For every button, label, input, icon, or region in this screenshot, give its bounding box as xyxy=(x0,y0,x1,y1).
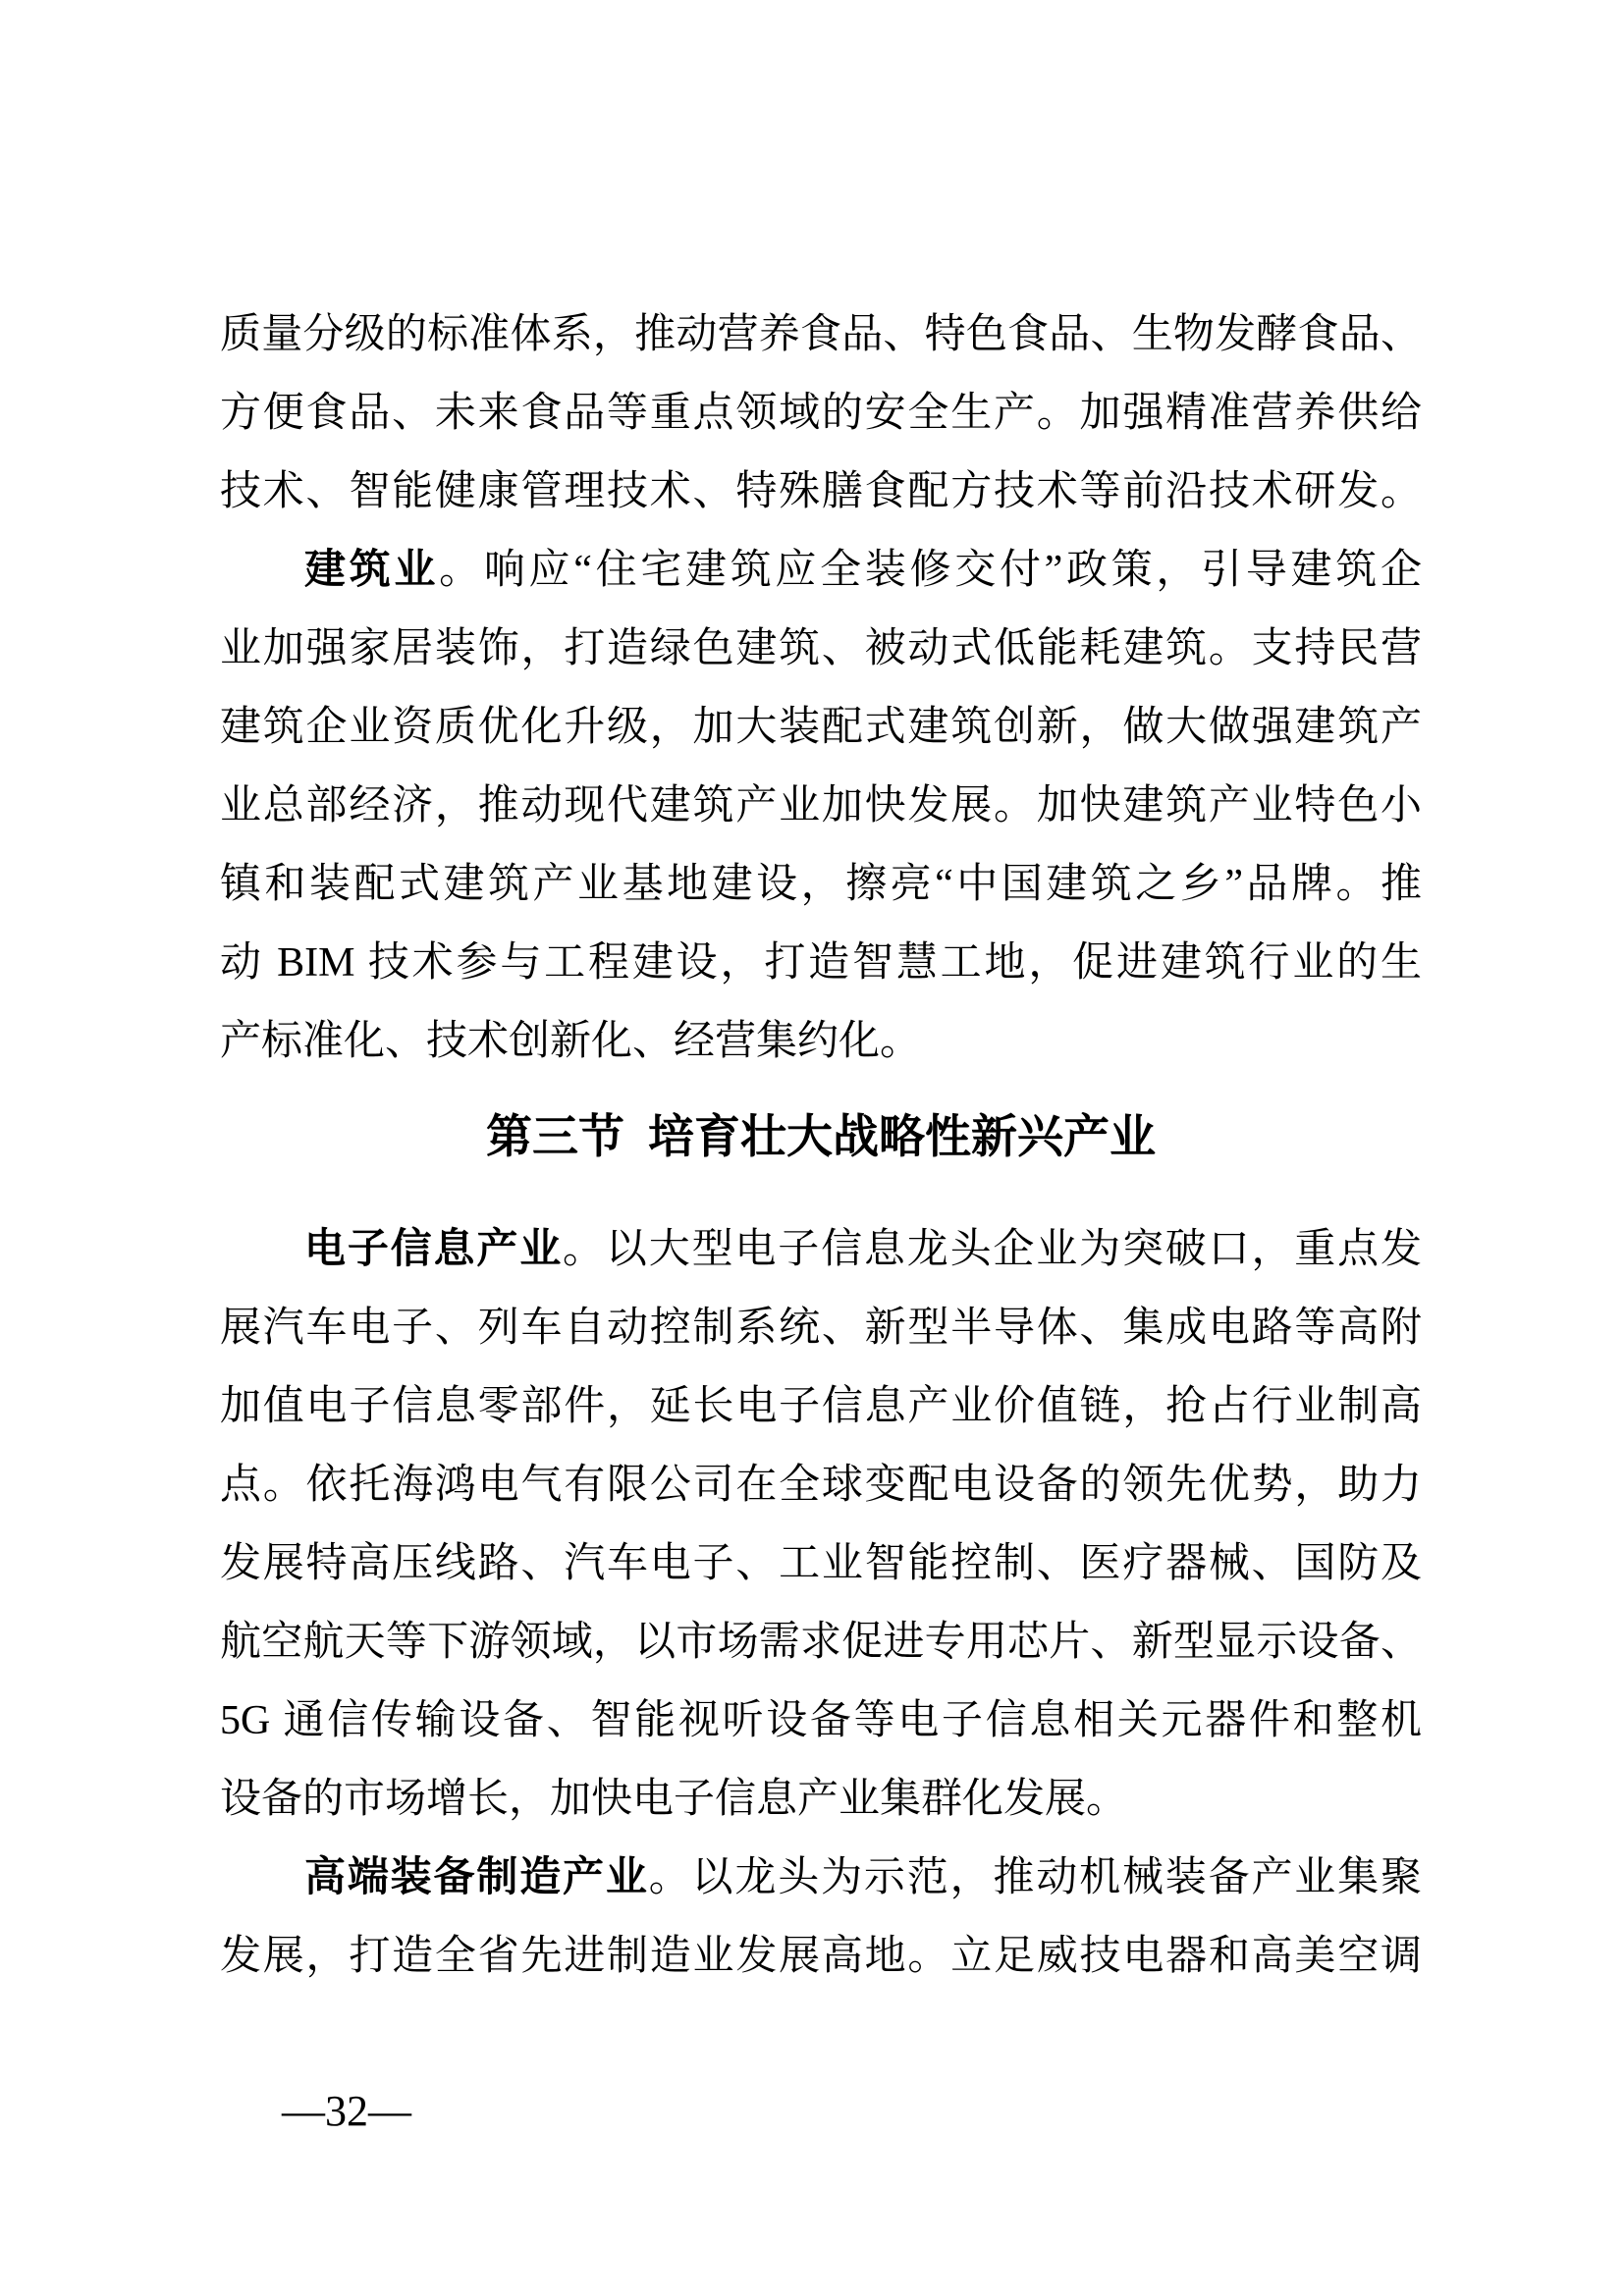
document-body xyxy=(220,294,1422,1995)
paragraph-line xyxy=(220,373,1422,452)
line-text: 加值电子信息零部件，延长电子信息产业价值链，抢占行业制高 xyxy=(220,1384,1422,1429)
line-text: 产标准化、技术创新化、经营集约化。 xyxy=(220,1019,922,1064)
paragraph-line xyxy=(220,1288,1422,1366)
section-heading xyxy=(220,1097,1422,1176)
paragraph-line xyxy=(220,1001,1422,1080)
paragraph-line xyxy=(220,1838,1422,1916)
line-text: 建筑企业资质优化升级，加大装配式建筑创新，做大做强建筑产 xyxy=(220,705,1422,750)
line-text: 业总部经济，推动现代建筑产业加快发展。加快建筑产业特色小 xyxy=(220,783,1422,828)
paragraph-line xyxy=(220,1602,1422,1681)
line-text: 。以龙头为示范，推动机械装备产业集聚 xyxy=(648,1855,1422,1900)
line-text: 业加强家居装饰，打造绿色建筑、被动式低能耗建筑。支持民营 xyxy=(220,626,1422,671)
line-text: 镇和装配式建筑产业基地建设，擦亮“中国建筑之乡”品牌。推 xyxy=(220,862,1422,907)
line-text: 点。依托海鸿电气有限公司在全球变配电设备的领先优势，助力 xyxy=(220,1463,1422,1508)
paragraph-line xyxy=(220,923,1422,1001)
paragraph-lead: 建筑业 xyxy=(304,546,440,592)
paragraph-line xyxy=(220,1366,1422,1445)
line-text: 。响应“住宅建筑应全装修交付”政策，引导建筑企 xyxy=(439,548,1422,593)
paragraph-line xyxy=(220,1759,1422,1838)
section-heading-number: 第三节 xyxy=(486,1110,624,1162)
line-text: 动 BIM 技术参与工程建设，打造智慧工地，促进建筑行业的生 xyxy=(220,940,1422,986)
line-text: 5G 通信传输设备、智能视听设备等电子信息相关元器件和整机 xyxy=(220,1698,1422,1743)
paragraph-line xyxy=(220,530,1422,609)
line-text: 发展，打造全省先进制造业发展高地。立足威技电器和高美空调 xyxy=(220,1934,1422,1979)
paragraph-line xyxy=(220,1209,1422,1288)
paragraph-line xyxy=(220,452,1422,530)
paragraph-lead: 电子信息产业 xyxy=(304,1225,564,1271)
line-text: 设备的市场增长，加快电子信息产业集群化发展。 xyxy=(220,1777,1128,1822)
line-text: 方便食品、未来食品等重点领域的安全生产。加强精准营养供给 xyxy=(220,391,1422,436)
line-text: 展汽车电子、列车自动控制系统、新型半导体、集成电路等高附 xyxy=(220,1306,1422,1351)
paragraph-line xyxy=(220,1445,1422,1523)
paragraph-line xyxy=(220,844,1422,923)
paragraph-line xyxy=(220,1916,1422,1995)
paragraph-line xyxy=(220,687,1422,766)
line-text: 航空航天等下游领域，以市场需求促进专用芯片、新型显示设备、 xyxy=(220,1620,1422,1665)
line-text: 技术、智能健康管理技术、特殊膳食配方技术等前沿技术研发。 xyxy=(220,469,1422,514)
paragraph-line xyxy=(220,1681,1422,1759)
page-number: —32— xyxy=(282,2087,411,2135)
line-text: 质量分级的标准体系，推动营养食品、特色食品、生物发酵食品、 xyxy=(220,312,1422,357)
line-text: 发展特高压线路、汽车电子、工业智能控制、医疗器械、国防及 xyxy=(220,1541,1422,1586)
line-text: 。以大型电子信息龙头企业为突破口，重点发 xyxy=(563,1227,1422,1272)
paragraph-line xyxy=(220,294,1422,373)
paragraph-line xyxy=(220,1523,1422,1602)
paragraph-line xyxy=(220,766,1422,844)
paragraph-line xyxy=(220,609,1422,687)
section-heading-title: 培育壮大战略性新兴产业 xyxy=(648,1110,1156,1162)
paragraph-lead: 高端装备制造产业 xyxy=(304,1853,649,1899)
